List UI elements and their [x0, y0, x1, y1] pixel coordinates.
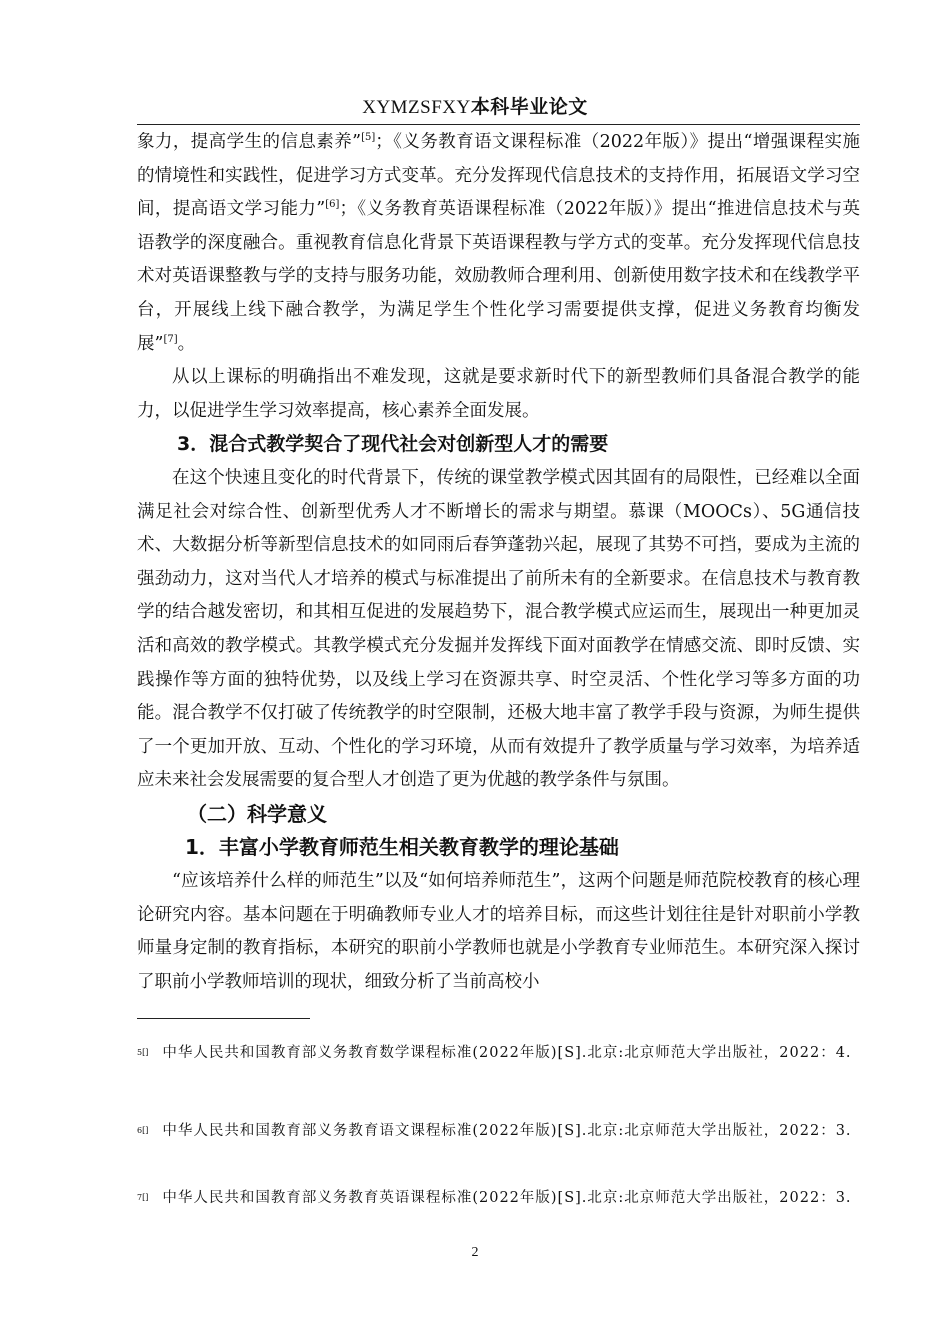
paragraph-text: ；《义务教育英语课程标准（2022年版）》提出“推进信息技术与英语教学的深度融合。重视教育信息化背景下英语课程教与学方式的变革。充分发挥现代信息技术对英语课整教与学的支持与服务功能，效励教师合理利用、创新使用数字技术和在线教学平台，开展线上线下融合教学，为满足学生个性化学习需要提供支撑，促进义务教育均衡发展” — [137, 199, 860, 354]
footnote-mark: 5[] — [137, 1048, 149, 1057]
footnote-mark: 6[] — [137, 1126, 149, 1135]
paragraph-blended-teaching: 在这个快速且变化的时代背景下，传统的课堂教学模式因其固有的局限性，已经难以全面满足社会对综合性、创新型优秀人才不断增长的需求与期望。慕课（MOOCs）、5G通信技术、大数据分析等新型信息技术的如同雨后春笋蓬勃兴起，展现了其势不可挡，要成为主流的强劲动力，这对当代人才培养的模式与标准提出了前所未有的全新要求。在信息技术与教育教学的结合越发密切，和其相互促进的发展趋势下，混合教学模式应运而生，展现出一种更加灵活和高效的教学模式。其教学模式充分发掘并发挥线下面对面教学在情感交流、即时反馈、实践操作等方面的独特优势，以及线上学习在资源共享、时空灵活、个性化学习等多方面的功能。混合教学不仅打破了传统教学的时空限制，还极大地丰富了教学手段与资源，为师生提供了一个更加开放、互动、个性化的学习环境，从而有效提升了教学质量与学习效率，为培养适应未来社会发展需要的复合型人才创造了更为优越的教学条件与氛围。 — [137, 467, 860, 791]
page-number: 2 — [471, 1245, 479, 1260]
paragraph-text: 。 — [177, 333, 196, 354]
paragraph-conclusion: 从以上课标的明确指出不难发现，这就是要求新时代下的新型教师们具备混合教学的能力，以促进学生学习效率提高，核心素养全面发展。 — [137, 367, 860, 421]
footnote-text: 中华人民共和国教育部义务教育英语课程标准(2022年版)[S].北京:北京师范大学出版社，2022：3. — [162, 1190, 852, 1206]
citation-ref-5[interactable]: [5] — [361, 132, 376, 144]
footnote-7 — [137, 1183, 860, 1213]
footnote-5 — [137, 1038, 860, 1068]
citation-ref-6[interactable]: [6] — [325, 199, 340, 211]
running-header — [0, 92, 950, 119]
subsection-heading-3: 3．混合式教学契合了现代社会对创新型人才的需要 — [177, 433, 609, 456]
footnote-text: 中华人民共和国教育部义务教育语文课程标准(2022年版)[S].北京:北京师范大学出版社，2022：3. — [162, 1123, 852, 1139]
body-text — [137, 126, 860, 999]
paragraph-text: ；《义务教育语文课程标准（2022年版）》提出“增强课程实施的情境性和实践性，促进学习方式变革。充分发挥现代信息技术的支持作用，拓展语文学习空间，提高语文学习能力” — [137, 132, 860, 220]
header-rule — [137, 124, 860, 125]
paragraph-curriculum-standards — [137, 126, 860, 361]
paragraph-teacher-training: “应该培养什么样的师范生”以及“如何培养师范生”，这两个问题是师范院校教育的核心理论研究内容。基本问题在于明确教师专业人才的培养目标，而这些计划往往是针对职前小学教师量身定制的教育指标，本研究的职前小学教师也就是小学教育专业师范生。本研究深入探讨了职前小学教师培训的现状，细致分析了当前高校小 — [137, 871, 860, 992]
footnote-6 — [137, 1116, 860, 1146]
section-heading-scientific-significance: （二）科学意义 — [187, 801, 327, 826]
footnote-text: 中华人民共和国教育部义务教育数学课程标准(2022年版)[S].北京:北京师范大学出版社，2022：4. — [162, 1045, 852, 1061]
citation-ref-7[interactable]: [7] — [163, 333, 178, 345]
subsection-heading-1: 1．丰富小学教育师范生相关教育教学的理论基础 — [185, 835, 619, 860]
header-code: XYMZSFXY — [362, 97, 471, 118]
header-title: 本科毕业论文 — [470, 96, 588, 118]
footnote-separator — [137, 1018, 310, 1019]
footnote-mark: 7[] — [137, 1193, 149, 1202]
paragraph-text: 象力，提高学生的信息素养” — [137, 132, 362, 152]
